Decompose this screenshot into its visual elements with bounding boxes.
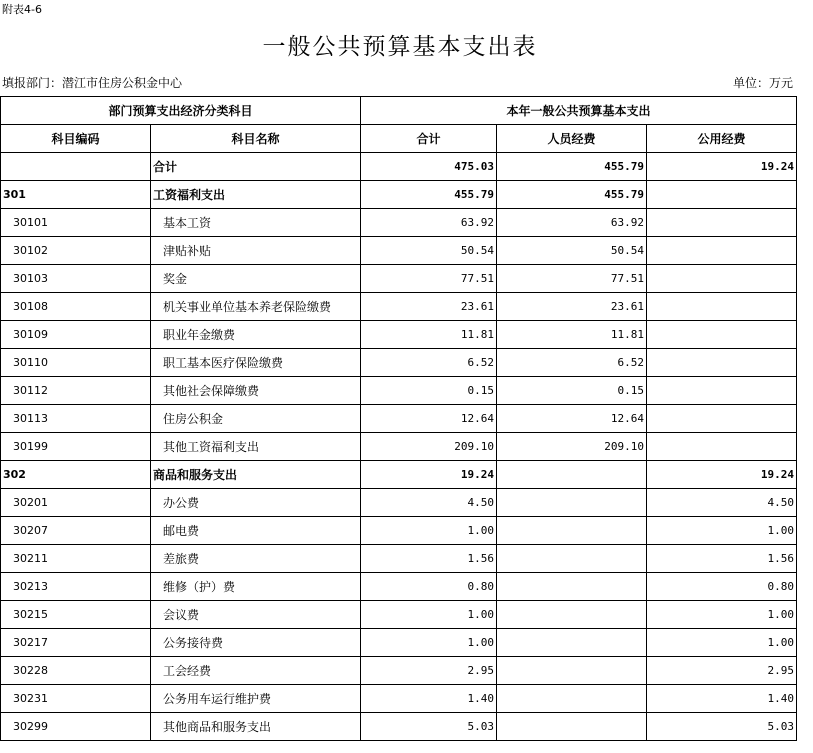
row-public [647, 433, 797, 461]
row-public [647, 405, 797, 433]
row-public [647, 321, 797, 349]
row-name: 职业年金缴费 [151, 321, 361, 349]
row-personnel: 455.79 [497, 181, 647, 209]
row-code: 30213 [1, 573, 151, 601]
row-total: 23.61 [361, 293, 497, 321]
total-total: 475.03 [361, 153, 497, 181]
row-total: 209.10 [361, 433, 497, 461]
row-code: 30103 [1, 265, 151, 293]
row-personnel [497, 517, 647, 545]
table-row [1, 685, 797, 713]
row-name: 工资福利支出 [151, 181, 361, 209]
table-row [1, 433, 797, 461]
row-public [647, 181, 797, 209]
row-total: 0.80 [361, 573, 497, 601]
row-public: 5.03 [647, 713, 797, 741]
row-name: 基本工资 [151, 209, 361, 237]
row-total: 63.92 [361, 209, 497, 237]
total-public: 19.24 [647, 153, 797, 181]
row-personnel [497, 545, 647, 573]
row-name: 其他工资福利支出 [151, 433, 361, 461]
row-total: 50.54 [361, 237, 497, 265]
row-public: 0.80 [647, 573, 797, 601]
total-row [1, 153, 797, 181]
attachment-label: 附表4-6 [2, 3, 42, 16]
row-personnel: 6.52 [497, 349, 647, 377]
row-name: 机关事业单位基本养老保险缴费 [151, 293, 361, 321]
row-public [647, 209, 797, 237]
row-name: 会议费 [151, 601, 361, 629]
row-total: 1.00 [361, 601, 497, 629]
row-personnel [497, 713, 647, 741]
row-personnel: 63.92 [497, 209, 647, 237]
row-personnel [497, 573, 647, 601]
row-total: 11.81 [361, 321, 497, 349]
row-personnel: 209.10 [497, 433, 647, 461]
row-name: 维修（护）费 [151, 573, 361, 601]
row-name: 津贴补贴 [151, 237, 361, 265]
row-personnel: 12.64 [497, 405, 647, 433]
row-total: 455.79 [361, 181, 497, 209]
table-row [1, 377, 797, 405]
row-total: 0.15 [361, 377, 497, 405]
total-personnel: 455.79 [497, 153, 647, 181]
row-code: 30108 [1, 293, 151, 321]
row-code: 301 [1, 181, 151, 209]
row-code: 30201 [1, 489, 151, 517]
row-code: 30113 [1, 405, 151, 433]
row-personnel [497, 657, 647, 685]
row-public: 1.00 [647, 629, 797, 657]
row-public: 1.00 [647, 601, 797, 629]
row-name: 住房公积金 [151, 405, 361, 433]
row-name: 公务接待费 [151, 629, 361, 657]
header-name: 科目名称 [151, 125, 361, 153]
row-code: 30211 [1, 545, 151, 573]
table-row [1, 461, 797, 489]
row-name: 奖金 [151, 265, 361, 293]
row-public [647, 265, 797, 293]
table-row [1, 601, 797, 629]
total-code [1, 153, 151, 181]
row-name: 工会经费 [151, 657, 361, 685]
row-name: 其他社会保障缴费 [151, 377, 361, 405]
row-name: 职工基本医疗保险缴费 [151, 349, 361, 377]
header-public: 公用经费 [647, 125, 797, 153]
row-total: 6.52 [361, 349, 497, 377]
header-row [1, 125, 797, 153]
row-name: 商品和服务支出 [151, 461, 361, 489]
row-personnel: 11.81 [497, 321, 647, 349]
table-row [1, 265, 797, 293]
header-personnel: 人员经费 [497, 125, 647, 153]
table-row [1, 349, 797, 377]
row-code: 30217 [1, 629, 151, 657]
table-row [1, 181, 797, 209]
row-public: 19.24 [647, 461, 797, 489]
row-total: 2.95 [361, 657, 497, 685]
row-public [647, 349, 797, 377]
row-total: 5.03 [361, 713, 497, 741]
row-public: 1.00 [647, 517, 797, 545]
row-personnel [497, 461, 647, 489]
row-name: 办公费 [151, 489, 361, 517]
row-public: 2.95 [647, 657, 797, 685]
department-label: 填报部门：潜江市住房公积金中心 [2, 76, 183, 90]
row-total: 19.24 [361, 461, 497, 489]
table-row [1, 237, 797, 265]
total-name: 合计 [151, 153, 361, 181]
row-public: 1.56 [647, 545, 797, 573]
row-name: 差旅费 [151, 545, 361, 573]
row-total: 4.50 [361, 489, 497, 517]
row-total: 1.00 [361, 629, 497, 657]
header-group-classification: 部门预算支出经济分类科目 [1, 97, 361, 125]
row-personnel: 23.61 [497, 293, 647, 321]
table-row [1, 209, 797, 237]
row-name: 公务用车运行维护费 [151, 685, 361, 713]
row-code: 302 [1, 461, 151, 489]
row-code: 30110 [1, 349, 151, 377]
row-code: 30109 [1, 321, 151, 349]
table-row [1, 545, 797, 573]
row-name: 邮电费 [151, 517, 361, 545]
table-row [1, 629, 797, 657]
row-public: 1.40 [647, 685, 797, 713]
row-public [647, 293, 797, 321]
table-row [1, 293, 797, 321]
row-code: 30215 [1, 601, 151, 629]
header-total: 合计 [361, 125, 497, 153]
unit-label: 单位：万元 [732, 76, 793, 90]
header-group-expenditure: 本年一般公共预算基本支出 [361, 97, 797, 125]
row-code: 30101 [1, 209, 151, 237]
row-total: 1.00 [361, 517, 497, 545]
row-name: 其他商品和服务支出 [151, 713, 361, 741]
row-code: 30299 [1, 713, 151, 741]
row-code: 30112 [1, 377, 151, 405]
row-personnel: 50.54 [497, 237, 647, 265]
row-personnel [497, 601, 647, 629]
header-code: 科目编码 [1, 125, 151, 153]
row-public: 4.50 [647, 489, 797, 517]
table-row [1, 713, 797, 741]
row-code: 30102 [1, 237, 151, 265]
row-total: 77.51 [361, 265, 497, 293]
row-code: 30207 [1, 517, 151, 545]
row-personnel [497, 629, 647, 657]
row-personnel: 0.15 [497, 377, 647, 405]
table-row [1, 321, 797, 349]
page-title: 一般公共预算基本支出表 [262, 34, 538, 60]
table-row [1, 657, 797, 685]
budget-table [0, 96, 797, 741]
table-row [1, 573, 797, 601]
table-row [1, 489, 797, 517]
row-personnel: 77.51 [497, 265, 647, 293]
row-code: 30228 [1, 657, 151, 685]
row-total: 12.64 [361, 405, 497, 433]
row-code: 30199 [1, 433, 151, 461]
row-personnel [497, 489, 647, 517]
row-personnel [497, 685, 647, 713]
row-code: 30231 [1, 685, 151, 713]
row-public [647, 237, 797, 265]
row-total: 1.40 [361, 685, 497, 713]
row-total: 1.56 [361, 545, 497, 573]
header-group-row [1, 97, 797, 125]
table-row [1, 517, 797, 545]
row-public [647, 377, 797, 405]
table-row [1, 405, 797, 433]
